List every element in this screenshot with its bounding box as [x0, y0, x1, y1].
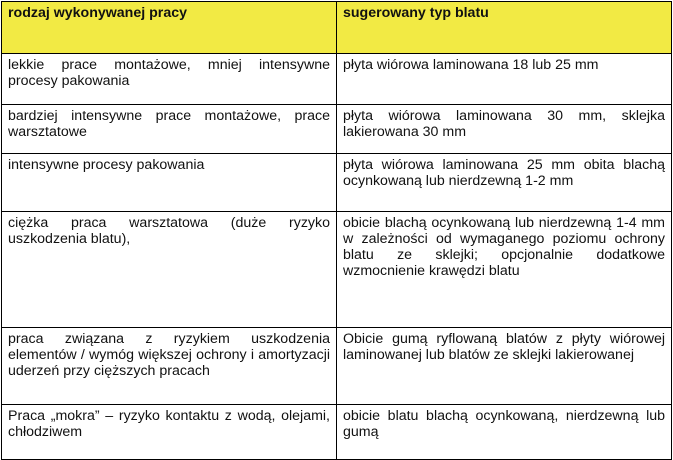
work-type-cell: praca związana z ryzykiem uszkodzenia elementów / wymóg większej ochrony i amortyzacji uderzeń przy cięższych pracach: [2, 328, 337, 405]
table-header-row: [2, 2, 672, 54]
top-type-cell: płyta wiórowa laminowana 18 lub 25 mm: [337, 54, 672, 105]
table-row: [2, 212, 672, 328]
work-type-cell: intensywne procesy pakowania: [2, 154, 337, 212]
table-row: [2, 154, 672, 212]
top-type-cell: płyta wiórowa laminowana 25 mm obita blachą ocynkowaną lub nierdzewną 1-2 mm: [337, 154, 672, 212]
work-type-cell: ciężka praca warsztatowa (duże ryzyko uszkodzenia blatu),: [2, 212, 337, 328]
work-type-cell: bardziej intensywne prace montażowe, prace warsztatowe: [2, 105, 337, 154]
work-type-cell: lekkie prace montażowe, mniej intensywne procesy pakowania: [2, 54, 337, 105]
work-type-cell: Praca „mokra” – ryzyko kontaktu z wodą, olejami, chłodziwem: [2, 405, 337, 460]
top-type-cell: płyta wiórowa laminowana 30 mm, sklejka lakierowana 30 mm: [337, 105, 672, 154]
table-row: [2, 405, 672, 460]
header-suggested-top-type: sugerowany typ blatu: [337, 2, 672, 54]
top-type-cell: Obicie gumą ryflowaną blatów z płyty wiórowej laminowanej lub blatów ze sklejki lakierowanej: [337, 328, 672, 405]
table-row: [2, 54, 672, 105]
header-work-type: rodzaj wykonywanej pracy: [2, 2, 337, 54]
top-type-cell: obicie blatu blachą ocynkowaną, nierdzewną lub gumą: [337, 405, 672, 460]
work-surface-table: [1, 1, 672, 460]
table-row: [2, 105, 672, 154]
table-row: [2, 328, 672, 405]
top-type-cell: obicie blachą ocynkowaną lub nierdzewną 1-4 mm w zależności od wymaganego poziomu ochrony blatu ze sklejki; opcjonalnie dodatkowe wzmocnienie krawędzi blatu: [337, 212, 672, 328]
